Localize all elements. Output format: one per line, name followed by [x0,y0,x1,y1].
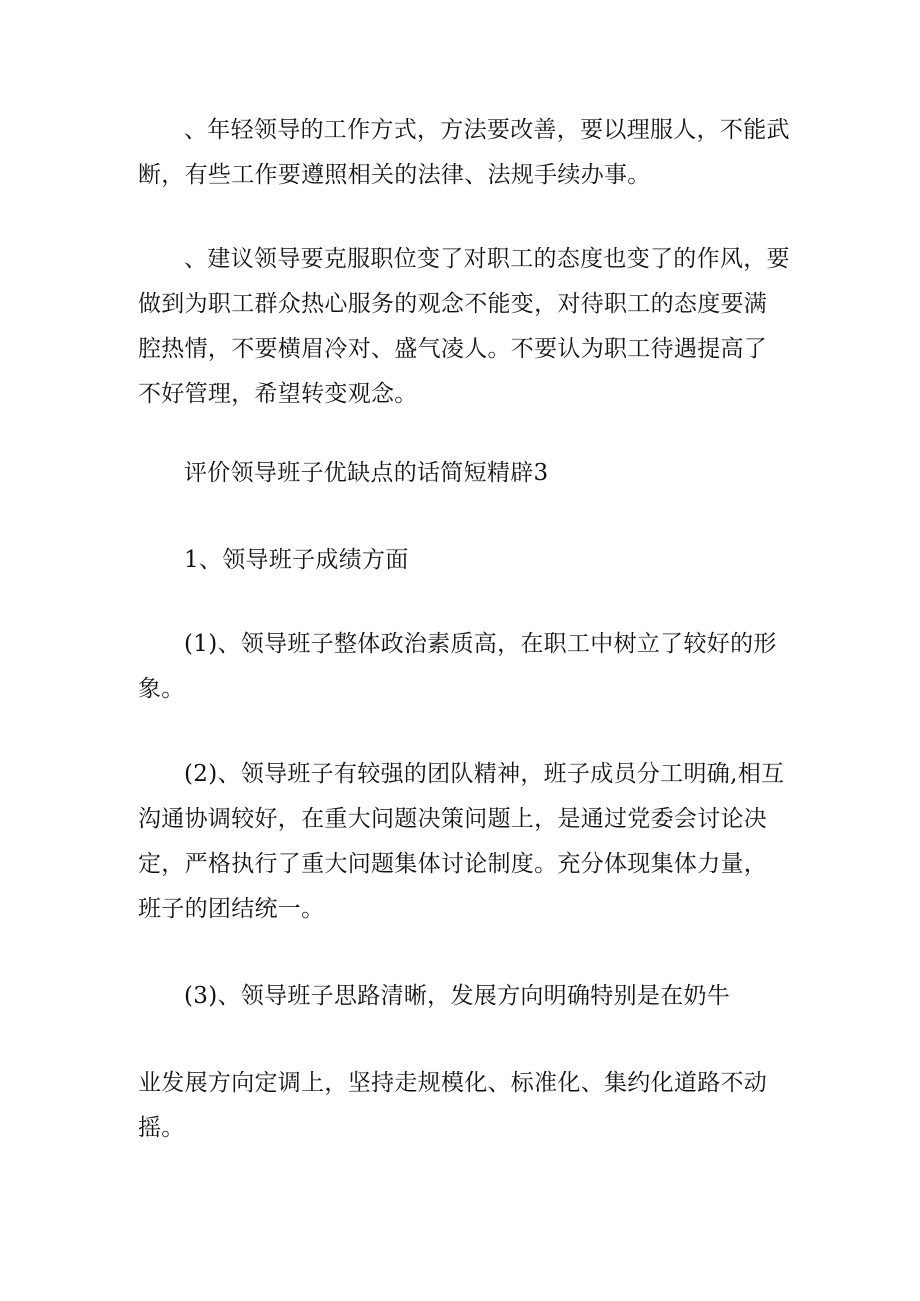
list-item-3-continuation: 业发展方向定调上，坚持走规模化、标准化、集约化道路不动摇。 [138,1070,768,1141]
subheading-achievements: 1、领导班子成绩方面 [184,547,409,573]
list-item-1: (1)、领导班子整体政治素质高，在职工中树立了较好的形象。 [138,631,777,702]
list-item-3: (3)、领导班子思路清晰，发展方向明确特别是在奶牛 [184,983,731,1009]
section-heading: 评价领导班子优缺点的话简短精辟3 [184,460,549,486]
paragraph-leadership-work-style: 、年轻领导的工作方式，方法要改善，要以理服人，不能武断，有些工作要遵照相关的法律、法规手续办事。 [138,117,790,188]
paragraph-suggestion-attitude: 、建议领导要克服职位变了对职工的态度也变了的作风，要做到为职工群众热心服务的观念不能变，对待职工的态度要满腔热情，不要横眉冷对、盛气凌人。不要认为职工待遇提高了不好管理，希望转变观念。 [138,246,790,407]
list-item-2: (2)、领导班子有较强的团队精神，班子成员分工明确,相互沟通协调较好，在重大问题决策问题上，是通过党委会讨论决定，严格执行了重大问题集体讨论制度。充分体现集体力量，班子的团结统一。 [138,761,785,922]
